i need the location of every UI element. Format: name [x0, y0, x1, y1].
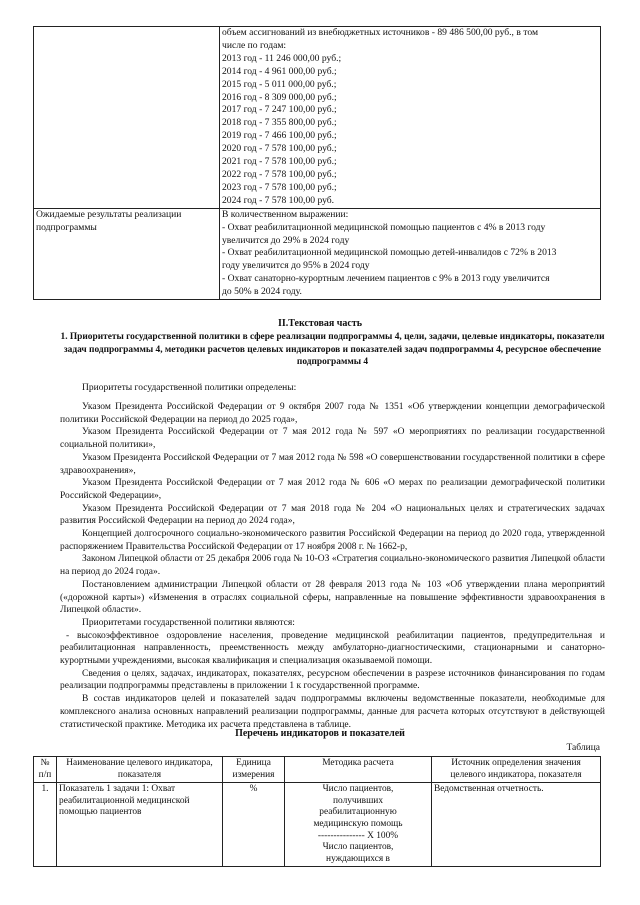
section-title: II.Текстовая часть: [277, 318, 363, 329]
results-line: увеличится до 29% в 2024 году: [222, 234, 350, 246]
results-line: - Охват реабилитационной медицинской помощью пациентов с 4% в 2013 году: [222, 221, 546, 233]
header-method: Методика расчета: [285, 757, 432, 783]
paragraph: Указом Президента Российской Федерации от 7 мая 2012 года № 597 «О мероприятиях по реализации государственной социальной политики»,: [60, 427, 605, 451]
funding-line: 2021 год - 7 578 100,00 руб.;: [222, 156, 337, 168]
method-line: нуждающихся в: [326, 853, 390, 864]
funding-line: 2018 год - 7 355 800,00 руб.;: [222, 117, 337, 129]
method-line: Число пациентов,: [322, 842, 394, 853]
table-header-row: [34, 757, 601, 783]
body-text: [60, 382, 605, 395]
table-caption: Перечень индикаторов и показателей: [235, 728, 405, 739]
cell-unit: %: [223, 783, 285, 867]
cell-num: 1.: [34, 783, 57, 867]
header-name: Наименование целевого индикатора, показателя: [57, 757, 223, 783]
results-line: В количественном выражении:: [222, 208, 349, 220]
paragraph: Сведения о целях, задачах, индикаторах, показателях, ресурсном обеспечении в разрезе источников финансирования по годам реализации подпрограммы представлены в приложении 1 к государственной программе.: [60, 668, 605, 692]
results-line: - Охват реабилитационной медицинской помощью детей-инвалидов с 72% в 2013: [222, 247, 557, 259]
paragraph: Указом Президента Российской Федерации от 7 мая 2012 года № 606 «О мерах по реализации демографической политики Российской Федерации»,: [60, 478, 605, 501]
funding-line: 2024 год - 7 578 100,00 руб.: [222, 194, 335, 206]
funding-line: 2023 год - 7 578 100,00 руб.;: [222, 181, 337, 193]
funding-cell: [220, 27, 601, 209]
paragraph: Приоритеты государственной политики определены:: [82, 383, 297, 393]
funding-line: 2017 год - 7 247 100,00 руб.;: [222, 104, 337, 116]
results-line: до 50% в 2024 году.: [222, 286, 302, 298]
funding-line: 2020 год - 7 578 100,00 руб.;: [222, 143, 337, 155]
cell-source: Ведомственная отчетность.: [432, 783, 601, 867]
table-row: [34, 208, 601, 299]
body-text: [60, 401, 605, 731]
method-line: реабилитационную: [319, 807, 397, 818]
table-cell-empty: [34, 27, 220, 209]
paragraph: Указом Президента Российской Федерации от 7 мая 2012 года № 598 «О совершенствовании государственной политики в сфере здравоохранения»,: [60, 452, 605, 476]
header-source: Источник определения значения целевого индикатора, показателя: [432, 757, 601, 783]
table-row: [34, 783, 601, 867]
paragraph: В состав индикаторов целей и показателей задач подпрограммы включены ведомственные показатели, необходимые для комплексного анализа основных направлений реализации подпрограммы, данные для расчета которых отсутствуют в действующей статистической практике. Методика их расчета представлена в таблице.: [60, 694, 605, 730]
results-label-line: Ожидаемые результаты реализации: [36, 208, 182, 220]
results-label-line: подпрограммы: [36, 221, 97, 233]
paragraph: Законом Липецкой области от 25 декабря 2006 года № 10-ОЗ «Стратегия социально-экономического развития Липецкой области на период до 2024 года».: [60, 554, 605, 578]
paragraph: Указом Президента Российской Федерации от 9 октября 2007 года № 1351 «Об утверждении концепции демографической политики Российской Федерации на период до 2025 года»,: [60, 402, 605, 425]
method-line: медицинскую помощь: [313, 818, 403, 829]
cell-method: [285, 783, 432, 867]
method-line: Число пациентов,: [322, 784, 394, 795]
passport-table: [33, 26, 601, 300]
table-row: [34, 27, 601, 209]
subsection-title: 1. Приоритеты государственной политики в сфере реализации подпрограммы 4, цели, задачи, целевые индикаторы, показатели задач подпрограммы 4, методики расчетов целевых индикаторов и показателей задач подпрограммы 4, ресурсное обеспечение подпрограммы 4: [60, 332, 605, 368]
method-line: получивших: [332, 795, 384, 806]
header-num: № п/п: [34, 757, 57, 783]
funding-line: объем ассигнований из внебюджетных источников - 89 486 500,00 руб., в том: [222, 27, 539, 38]
cell-name: Показатель 1 задачи 1: Охват реабилитационной медицинской помощью пациентов: [57, 783, 223, 867]
funding-line: 2014 год - 4 961 000,00 руб.;: [222, 65, 337, 77]
funding-line: 2016 год - 8 309 000,00 руб.;: [222, 91, 337, 103]
funding-line: 2015 год - 5 011 000,00 руб.;: [222, 78, 337, 90]
paragraph: Постановлением администрации Липецкой области от 28 февраля 2013 года № 103 «Об утверждении плана мероприятий («дорожной карты») «Изменения в отраслях социальной сферы, направленные на повышение эффективности здравоохранения в Липецкой области».: [60, 579, 605, 616]
paragraph: Указом Президента Российской Федерации от 7 мая 2018 года № 204 «О национальных целях и стратегических задачах развития Российской Федерации на период до 2024 года»,: [60, 503, 605, 527]
paragraph: Приоритетами государственной политики являются:: [82, 617, 295, 628]
results-line: - Охват санаторно-курортным лечением пациентов с 9% в 2013 году увеличится: [222, 273, 550, 285]
funding-line: 2013 год - 11 246 000,00 руб.;: [222, 52, 342, 64]
funding-line: 2019 год - 7 466 100,00 руб.;: [222, 130, 337, 142]
results-line: году увеличится до 95% в 2024 году: [222, 260, 370, 272]
paragraph: - высокоэффективное оздоровление населения, проведение медицинской реабилитации пациентов, предупредительная и реабилитационная направленность, преемственность между амбулаторно-диагностическими, стационарными и санаторно-курортными учреждениями, высокая квалификация и специализация оказываемой помощи.: [60, 630, 605, 667]
paragraph: Концепцией долгосрочного социально-экономического развития Российской Федерации на период до 2020 года, утвержденной распоряжением Правительства Российской Федерации от 17 ноября 2008 г. № 1662-р,: [60, 529, 605, 552]
indicators-table: [33, 756, 601, 867]
results-value-cell: [220, 208, 601, 299]
funding-line: 2022 год - 7 578 100,00 руб.;: [222, 168, 337, 180]
funding-line: числе по годам:: [222, 39, 287, 51]
results-label-cell: [34, 208, 220, 299]
table-label: Таблица: [566, 743, 600, 753]
method-line: --------------- Х 100%: [317, 830, 399, 841]
header-unit: Единица измерения: [223, 757, 285, 783]
